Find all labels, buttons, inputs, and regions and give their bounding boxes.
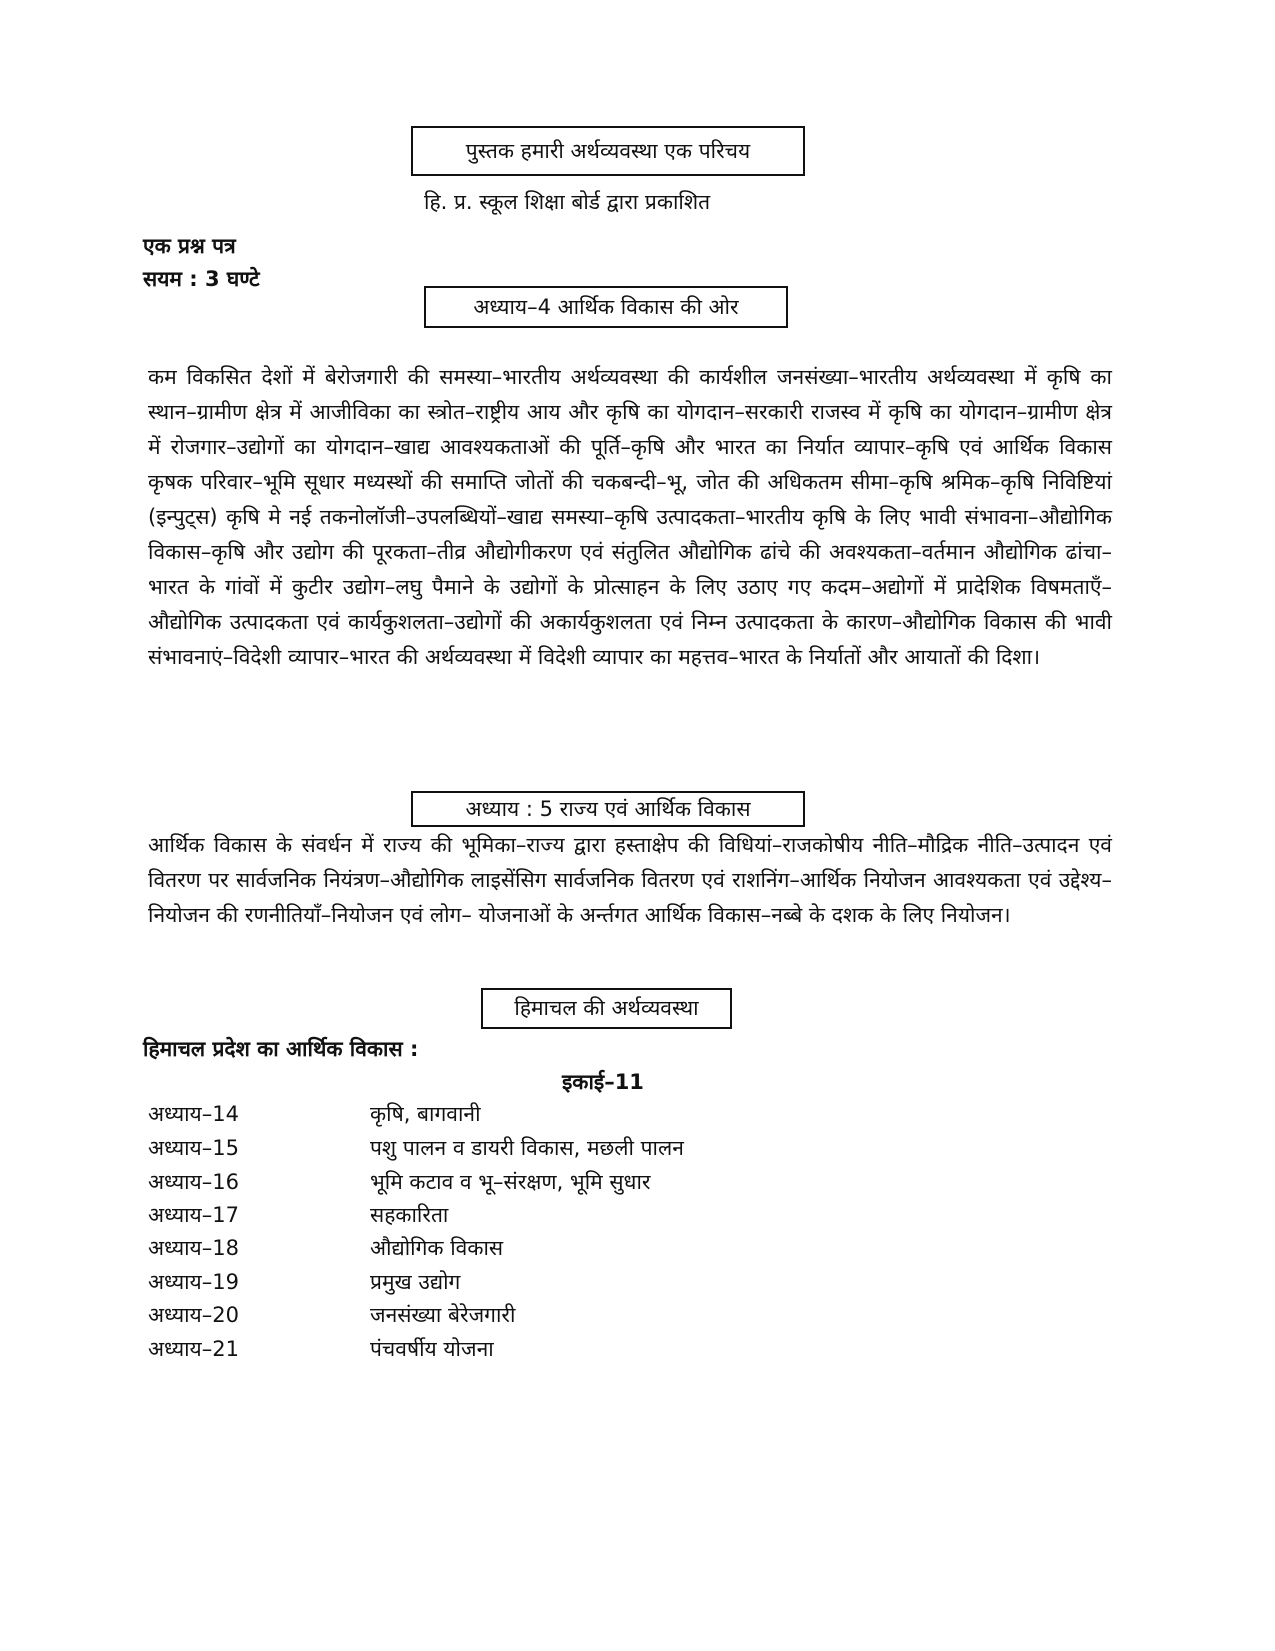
chapter-number: अध्याय–14 xyxy=(148,1102,239,1126)
chapter-title: पशु पालन व डायरी विकास, मछली पालन xyxy=(370,1136,684,1160)
chapter-number: अध्याय–17 xyxy=(148,1203,239,1227)
chapter-title: प्रमुख उद्योग xyxy=(370,1270,461,1294)
chapter-number: अध्याय–15 xyxy=(148,1136,239,1160)
time-label: सयम : 3 घण्टे xyxy=(143,267,260,291)
himachal-heading: हिमाचल की अर्थव्यवस्था xyxy=(514,996,699,1020)
chapter-number: अध्याय–18 xyxy=(148,1236,239,1260)
chapter-number: अध्याय–16 xyxy=(148,1170,239,1194)
chapter-row xyxy=(148,1100,848,1134)
chapter-row xyxy=(148,1268,848,1302)
chapter-number: अध्याय–21 xyxy=(148,1337,239,1361)
chapter-row xyxy=(148,1301,848,1335)
chapter4-heading: अध्याय–4 आर्थिक विकास की ओर xyxy=(473,294,739,319)
chapter-title: कृषि, बागवानी xyxy=(370,1102,481,1126)
chapter-row xyxy=(148,1168,848,1202)
himachal-subheading: हिमाचल प्रदेश का आर्थिक विकास : xyxy=(143,1037,419,1061)
chapter-title: जनसंख्या बेरेजगारी xyxy=(370,1303,516,1327)
unit-label: इकाई–11 xyxy=(562,1070,644,1094)
book-title-box xyxy=(411,126,805,176)
chapter5-heading: अध्याय : 5 राज्य एवं आर्थिक विकास xyxy=(465,796,751,821)
publisher-line: हि. प्र. स्कूल शिक्षा बोर्ड द्वारा प्रकाशित xyxy=(424,190,711,214)
chapter5-heading-box xyxy=(411,791,805,827)
chapter-title: सहकारिता xyxy=(370,1203,449,1227)
chapter4-heading-box xyxy=(424,286,788,328)
chapter4-body: कम विकसित देशों में बेरोजगारी की समस्या–भारतीय अर्थव्यवस्था की कार्यशील जनसंख्या–भारतीय अर्थव्यवस्था में कृषि का स्थान–ग्रामीण क्षेत्र में आजीविका का स्त्रोत–राष्ट्रीय आय और कृषि का योगदान–सरकारी राजस्व में कृषि का योगदान–ग्रामीण क्षेत्र में रोजगार–उद्योगों का योगदान–खाद्य आवश्यकताओं की पूर्ति–कृषि और भारत का निर्यात व्यापार–कृषि एवं आर्थिक विकास कृषक परिवार–भूमि सूधार मध्यस्थों की समाप्ति जोतों की चकबन्दी–भू, जोत की अधिकतम सीमा–कृषि श्रमिक–कृषि निविष्टियां (इन्पुट्स) कृषि मे नई तकनोलॉजी–उपलब्धियों–खाद्य समस्या–कृषि उत्पादकता–भारतीय कृषि के लिए भावी संभावना–औद्योगिक विकास–कृषि और उद्योग की पूरकता–तीव्र औद्योगीकरण एवं संतुलित औद्योगिक ढांचे की अवश्यकता–वर्तमान औद्योगिक ढांचा–भारत के गांवों में कुटीर उद्योग–लघु पैमाने के उद्योगों के प्रोत्साहन के लिए उठाए गए कदम–अद्योगों में प्रादेशिक विषमताएँ–औद्योगिक उत्पादकता एवं कार्यकुशलता–उद्योगों की अकार्यकुशलता एवं निम्न उत्पादकता के कारण–औद्योगिक विकास की भावी संभावनाएं–विदेशी व्यापार–भारत की अर्थव्यवस्था में विदेशी व्यापार का महत्तव–भारत के निर्यातों और आयातों की दिशा। xyxy=(148,365,1112,669)
paper-label: एक प्रश्न पत्र xyxy=(143,234,236,258)
chapter-title: पंचवर्षीय योजना xyxy=(370,1337,494,1361)
chapter-number: अध्याय–20 xyxy=(148,1303,239,1327)
chapter-row xyxy=(148,1335,848,1369)
chapter-row xyxy=(148,1234,848,1268)
chapter-number: अध्याय–19 xyxy=(148,1270,239,1294)
chapter-row xyxy=(148,1134,848,1168)
chapter5-body: आर्थिक विकास के संवर्धन में राज्य की भूमिका–राज्य द्वारा हस्ताक्षेप की विधियां–राजकोषीय नीति–मौद्रिक नीति–उत्पादन एवं वितरण पर सार्वजनिक नियंत्रण–औद्योगिक लाइसेंसिग सार्वजनिक वितरण एवं राशनिंग–आर्थिक नियोजन आवश्यकता एवं उद्देश्य–नियोजन की रणनीतियाँ–नियोजन एवं लोग– योजनाओं के अर्न्तगत आर्थिक विकास–नब्बे के दशक के लिए नियोजन। xyxy=(148,833,1112,927)
chapter-title: भूमि कटाव व भू–संरक्षण, भूमि सुधार xyxy=(370,1170,651,1194)
himachal-heading-box xyxy=(481,988,732,1029)
chapter-title: औद्योगिक विकास xyxy=(370,1236,504,1260)
book-title: पुस्तक हमारी अर्थव्यवस्था एक परिचय xyxy=(465,138,751,163)
chapter-row xyxy=(148,1201,848,1235)
